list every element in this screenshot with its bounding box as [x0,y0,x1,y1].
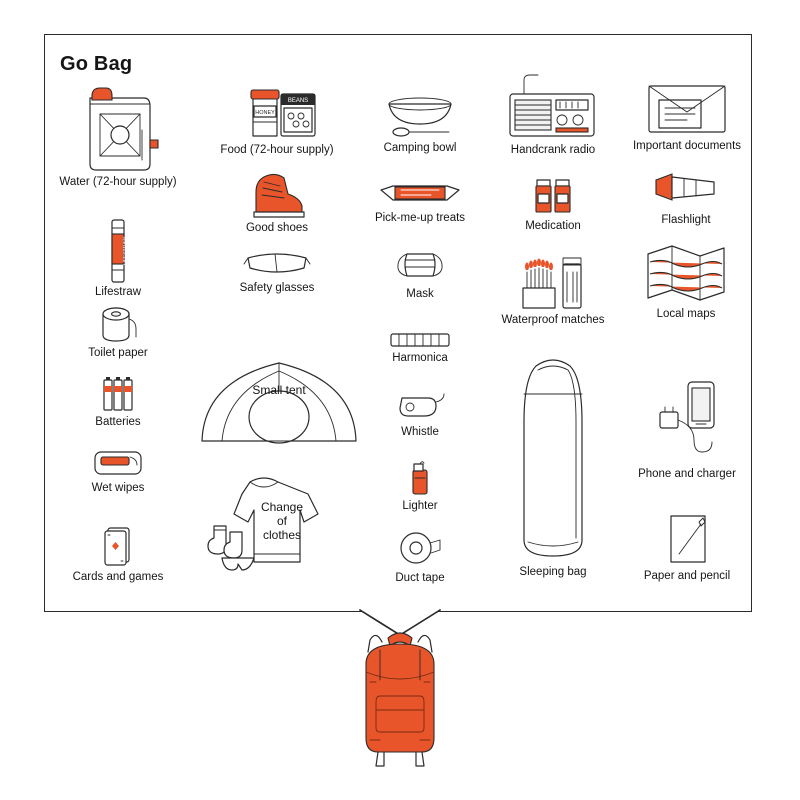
item-wet-wipes [70,446,166,495]
phone-charger-icon [650,378,724,466]
item-label: Flashlight [661,214,711,226]
item-food [212,80,342,157]
item-batteries [70,374,166,429]
wet-wipes-icon [90,446,146,480]
folded-map-icon [644,242,728,306]
item-label: Phone and charger [638,468,736,480]
item-waterproof-matches [494,252,612,327]
matches-icon [517,252,589,312]
harmonica-icon [387,330,453,350]
item-whistle [382,390,458,439]
item-label: Lifestraw [94,286,142,298]
item-label: Waterproof matches [501,314,605,326]
canned-food-icon [229,80,325,142]
svg-text:BEANS: BEANS [287,98,309,104]
item-cards-and-games [62,525,174,584]
envelope-documents-icon [643,80,731,138]
paper-pencil-icon [657,512,717,568]
tent-icon [186,345,372,450]
item-label-line1: Change [260,500,304,514]
item-duct-tape [374,528,466,585]
item-medication [506,176,600,233]
item-label: Important documents [632,140,742,152]
item-label: Medication [525,220,581,232]
item-sleeping-bag [500,352,606,579]
pill-bottles-icon [525,176,581,218]
toilet-paper-icon [96,305,140,345]
item-label-line3: clothes [262,528,302,542]
bowl-spoon-icon [379,90,461,140]
sleeping-bag-icon [514,352,592,564]
svg-text:LIFESTRAW: LIFESTRAW [123,236,129,266]
whistle-icon [392,390,448,424]
item-change-of-clothes [192,470,368,570]
item-label: Mask [406,288,434,300]
playing-cards-icon [101,525,135,569]
item-handcrank-radio [494,72,612,157]
item-safety-glasses [218,248,336,295]
item-treats [362,180,478,225]
item-label: Wet wipes [91,482,145,494]
lighter-icon [402,458,438,498]
item-important-documents [622,80,752,153]
item-water [58,80,178,189]
backpack-icon [340,620,460,770]
item-mask [382,246,458,301]
hiking-boot-icon [244,168,310,220]
item-label: Local maps [656,308,716,320]
item-label: Water (72-hour supply) [59,176,177,188]
item-toilet-paper [70,305,166,360]
item-label: Good shoes [245,222,308,234]
flashlight-icon [650,170,722,212]
batteries-icon [96,374,140,414]
item-label: Handcrank radio [510,144,596,156]
face-mask-icon [393,246,447,286]
item-label: Pick-me-up treats [374,212,466,224]
item-label: Safety glasses [239,282,315,294]
item-local-maps [630,242,742,321]
item-label: Paper and pencil [643,570,731,582]
item-lighter [382,458,458,513]
page-title: Go Bag [60,53,133,75]
duct-tape-icon [394,528,446,570]
item-flashlight [638,170,734,227]
safety-glasses-icon [242,248,312,280]
granola-bar-icon [377,180,463,210]
item-label: Whistle [401,426,439,438]
item-good-shoes [222,168,332,235]
item-camping-bowl [368,90,472,155]
item-label: Lighter [402,500,438,512]
lifestraw-icon [103,218,133,284]
item-phone-and-charger [624,378,750,481]
item-paper-and-pencil [622,512,752,583]
radio-icon [502,72,604,142]
item-label: Toilet paper [88,347,148,359]
item-label: Cards and games [72,571,164,583]
item-label-line2: of [276,514,287,528]
jerrycan-icon [76,80,160,174]
item-label: Small tent [252,383,306,397]
item-label: Duct tape [395,572,445,584]
item-harmonica [376,330,464,365]
item-label: Food (72-hour supply) [220,144,334,156]
item-label: Sleeping bag [519,566,587,578]
go-bag-backpack [340,620,460,770]
item-lifestraw [70,218,166,299]
item-label: Camping bowl [383,142,457,154]
item-tent [186,345,372,450]
item-label: Harmonica [392,352,448,364]
item-label: Batteries [95,416,141,428]
svg-text:HONEY: HONEY [255,110,275,116]
